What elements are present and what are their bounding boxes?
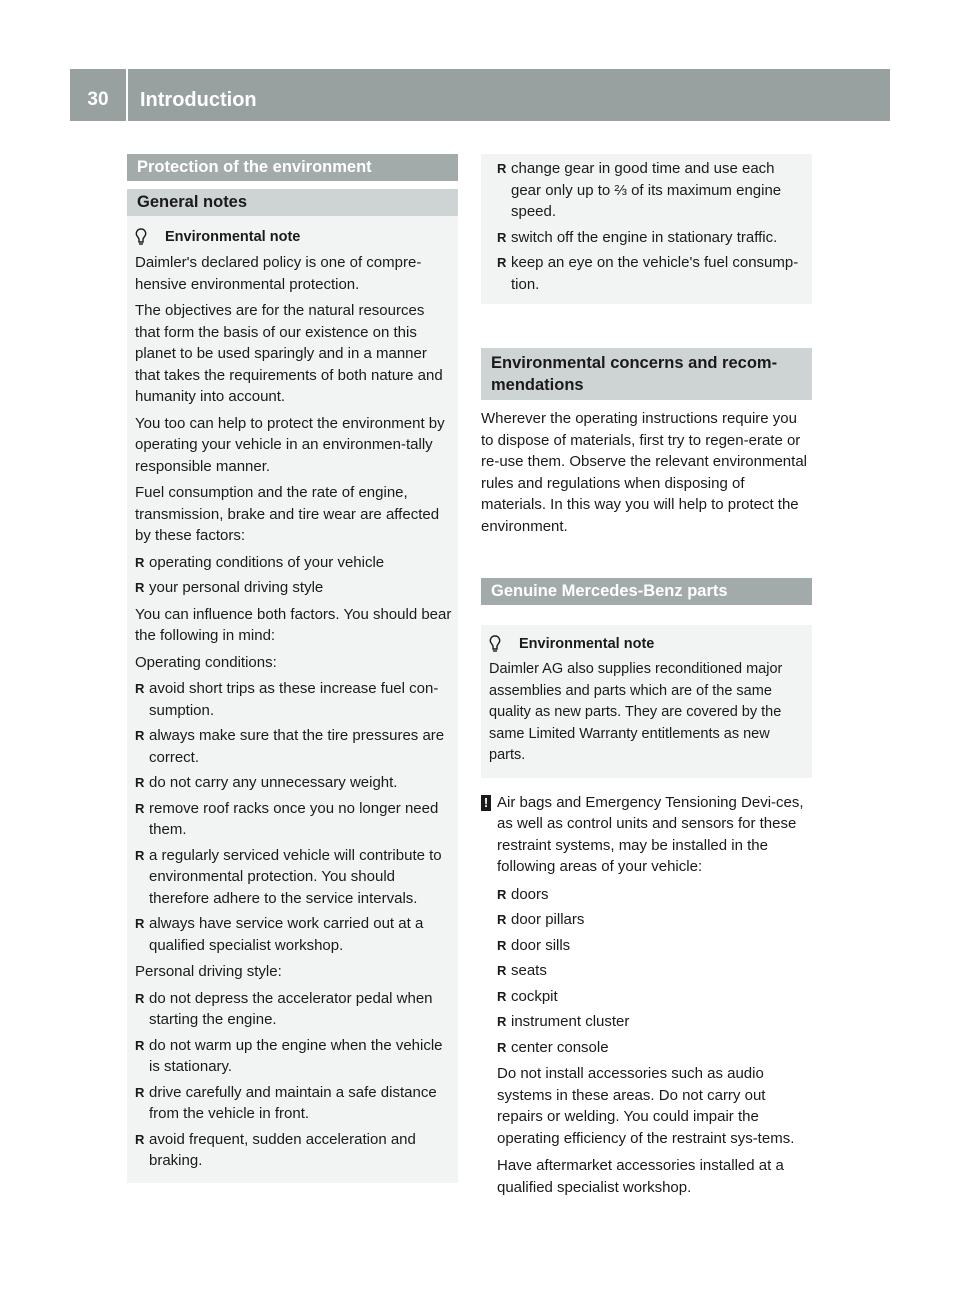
factors-list (135, 552, 452, 599)
subsection-title-general-notes: General notes (127, 189, 458, 216)
page-number: 30 (87, 89, 109, 110)
list-item: R remove roof racks once you no longer need them. (135, 798, 452, 841)
section-title-genuine-parts: Genuine Mercedes-Benz parts (481, 578, 812, 605)
list-item: R avoid short trips as these increase fuel con-sumption. (135, 678, 452, 721)
paragraph-policy: Daimler's declared policy is one of compre-hensive environmental protection. (135, 254, 422, 293)
list-item: R always make sure that the tire pressures are correct. (135, 725, 452, 768)
paragraph-factors: Fuel consumption and the rate of engine, transmission, brake and tire wear are affected by these factors: (135, 484, 440, 544)
header-section-title: Introduction (140, 89, 257, 111)
environmental-note-box (127, 216, 458, 1183)
list-item: R avoid frequent, sudden acceleration and braking. (135, 1129, 452, 1172)
paragraph-no-install: Do not install accessories such as audio systems in these areas. Do not carry out repairs or welding. You could impair the operating efficiency of the restraint sys-tems. (497, 1065, 795, 1147)
list-item: R change gear in good time and use each gear only up to ⅔ of its maximum engine speed. (497, 158, 804, 223)
paragraph-warning: Air bags and Emergency Tensioning Devi-ces, as well as control units and sensors for these restraint systems, may be installed in the following areas of your vehicle: (497, 793, 804, 875)
driving-style-label: Personal driving style: (135, 963, 282, 980)
list-item: R a regularly serviced vehicle will contribute to environmental protection. You should therefore adhere to the service intervals. (135, 845, 452, 910)
list-item: R do not warm up the engine when the vehicle is stationary. (135, 1035, 452, 1078)
list-item: R instrument cluster (497, 1011, 812, 1033)
list-item: R operating conditions of your vehicle (135, 552, 452, 574)
list-item: R doors (497, 884, 812, 906)
section-title-environment: Protection of the environment (127, 154, 458, 181)
list-item: R keep an eye on the vehicle's fuel consump-tion. (497, 252, 804, 295)
operating-conditions-label: Operating conditions: (135, 653, 277, 671)
lightbulb-icon (489, 635, 501, 653)
right-column (481, 154, 812, 1204)
note-title: Environmental note (165, 229, 301, 245)
list-item: R door sills (497, 935, 812, 957)
page-header (70, 69, 890, 121)
list-item: R switch off the engine in stationary traffic. (497, 227, 804, 249)
list-item: R cockpit (497, 986, 812, 1008)
restraint-system-warning (481, 792, 812, 1199)
paragraph-aftermarket: Have aftermarket accessories installed at a qualified specialist workshop. (497, 1157, 784, 1196)
paragraph-influence: You can influence both factors. You should bear the following in mind: (135, 605, 452, 644)
list-item: R do not carry any unnecessary weight. (135, 772, 452, 794)
continued-driving-list (497, 158, 804, 295)
list-item: R do not depress the accelerator pedal when starting the engine. (135, 988, 452, 1031)
list-item: R center console (497, 1037, 812, 1059)
lightbulb-icon (135, 228, 147, 246)
exclamation-icon: ! (481, 795, 491, 811)
restraint-areas-list (497, 884, 812, 1059)
paragraph-concerns: Wherever the operating instructions require you to dispose of materials, first try to regen-erate or re-use them. Observe the relevant environmental rules and regulations when disposing of materials. In this way you will help to protect the environment. (481, 410, 807, 535)
paragraph-reconditioned-parts: Daimler AG also supplies reconditioned major assemblies and parts which are of the same quality as new parts. They are covered by the same Limited Warranty entitlements as new parts. (489, 661, 783, 763)
left-column (127, 154, 458, 1183)
list-item: R always have service work carried out at a qualified specialist workshop. (135, 913, 452, 956)
driving-style-list (135, 988, 452, 1172)
note-title: Environmental note (519, 636, 655, 652)
list-item: R your personal driving style (135, 577, 452, 599)
operating-conditions-list (135, 678, 452, 956)
environmental-note-heading (135, 226, 452, 248)
list-item: R seats (497, 960, 812, 982)
list-item: R door pillars (497, 909, 812, 931)
section-title-concerns: Environmental concerns and recom-mendations (481, 348, 812, 400)
paragraph-objectives: The objectives are for the natural resources that form the basis of our existence on this planet to be used sparingly and in a manner that takes the requirements of both nature and humanity into account. (135, 302, 443, 405)
parts-environmental-note-box (481, 625, 812, 778)
parts-note-heading (489, 633, 804, 655)
paragraph-you-can-help: You too can help to protect the environment by operating your vehicle in an environmen-tally responsible manner. (135, 414, 445, 475)
header-divider (126, 69, 128, 121)
list-item: R drive carefully and maintain a safe distance from the vehicle in front. (135, 1082, 452, 1125)
continued-note-box (481, 154, 812, 304)
